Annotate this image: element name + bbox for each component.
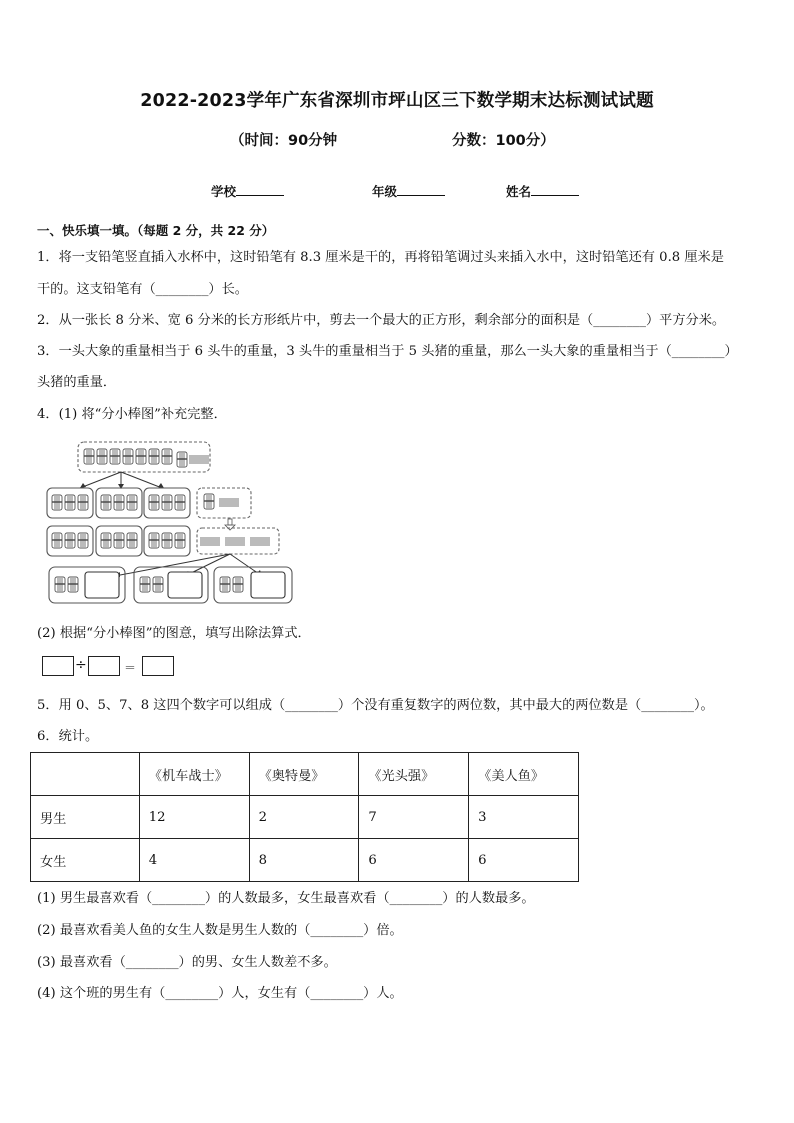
quotient-box[interactable]	[142, 656, 174, 676]
table-cell: 6	[359, 839, 469, 882]
table-cell: 8	[249, 839, 359, 882]
row-3-groups	[49, 567, 292, 603]
section-heading: 一、快乐填一填。（每题 2 分，共 22 分）	[37, 223, 275, 238]
row-2-groups	[47, 526, 279, 556]
grade-field	[372, 182, 445, 200]
table-cell: 女生	[31, 839, 140, 882]
table-cell: 男生	[31, 796, 140, 839]
name-field	[506, 182, 579, 200]
fill-box-2	[168, 572, 202, 598]
table-row	[31, 796, 579, 839]
table-cell: 3	[469, 796, 579, 839]
question-1-line-2: 干的。这支铅笔有（________）长。	[37, 282, 248, 297]
question-6-heading: 6．统计。	[37, 729, 99, 744]
stick-division-diagram	[40, 438, 298, 608]
time-label: （时间：90分钟	[230, 133, 338, 149]
fill-box-3	[251, 572, 285, 598]
total-sticks-group	[78, 442, 210, 472]
question-4-part-1: 4．(1) 将“分小棒图”补充完整．	[37, 407, 227, 422]
table-header-cell	[31, 753, 140, 796]
row-1-groups	[47, 488, 251, 518]
table-row	[31, 839, 579, 882]
equals-sign: ＝	[124, 661, 137, 675]
question-3-line-1: 3．一头大象的重量相当于 6 头牛的重量，3 头牛的重量相当于 5 头猪的重量，那么一头大象的重量相当于（________）	[37, 344, 738, 359]
table-header-cell: 《机车战士》	[139, 753, 249, 796]
name-blank[interactable]	[531, 183, 579, 196]
dividend-box[interactable]	[42, 656, 74, 676]
school-blank[interactable]	[236, 183, 284, 196]
school-label: 学校	[211, 184, 237, 199]
question-4-part-2: (2) 根据“分小棒图”的图意，填写出除法算式．	[37, 626, 311, 641]
question-6-sub-3: (3) 最喜欢看（________）的男、女生人数差不多。	[37, 955, 337, 970]
table-header-cell: 《奥特曼》	[249, 753, 359, 796]
table-cell: 12	[139, 796, 249, 839]
table-cell: 6	[469, 839, 579, 882]
question-6-sub-4: (4) 这个班的男生有（________）人，女生有（________）人。	[37, 986, 403, 1001]
table-header-cell: 《光头强》	[359, 753, 469, 796]
fill-box-1	[85, 572, 119, 598]
question-6-sub-2: (2) 最喜欢看美人鱼的女生人数是男生人数的（________）倍。	[37, 923, 403, 938]
table-cell: 7	[359, 796, 469, 839]
division-sign: ÷	[75, 657, 87, 673]
question-5: 5．用 0、5、7、8 这四个数字可以组成（________）个没有重复数字的两位数，其中最大的两位数是（________）。	[37, 698, 714, 713]
question-6-sub-1: (1) 男生最喜欢看（________）的人数最多，女生最喜欢看（________）的人数最多。	[37, 891, 535, 906]
question-2: 2．从一张长 8 分米、宽 6 分米的长方形纸片中，剪去一个最大的正方形，剩余部分的面积是（________）平方分米。	[37, 313, 726, 328]
exam-title: 2022-2023学年广东省深圳市坪山区三下数学期末达标测试试题	[140, 91, 654, 111]
table-cell: 2	[249, 796, 359, 839]
statistics-table	[30, 752, 579, 882]
name-label: 姓名	[506, 184, 532, 199]
divisor-box[interactable]	[88, 656, 120, 676]
table-cell: 4	[139, 839, 249, 882]
grade-blank[interactable]	[397, 183, 445, 196]
question-1-line-1: 1．将一支铅笔竖直插入水杯中，这时铅笔有 8.3 厘米是干的，再将铅笔调过头来插入水中，这时铅笔还有 0.8 厘米是	[37, 250, 724, 265]
table-header-row	[31, 753, 579, 796]
table-header-cell: 《美人鱼》	[469, 753, 579, 796]
score-label: 分数：100分）	[452, 133, 555, 149]
school-field	[211, 182, 284, 200]
grade-label: 年级	[372, 184, 398, 199]
question-3-line-2: 头猪的重量．	[37, 375, 117, 390]
